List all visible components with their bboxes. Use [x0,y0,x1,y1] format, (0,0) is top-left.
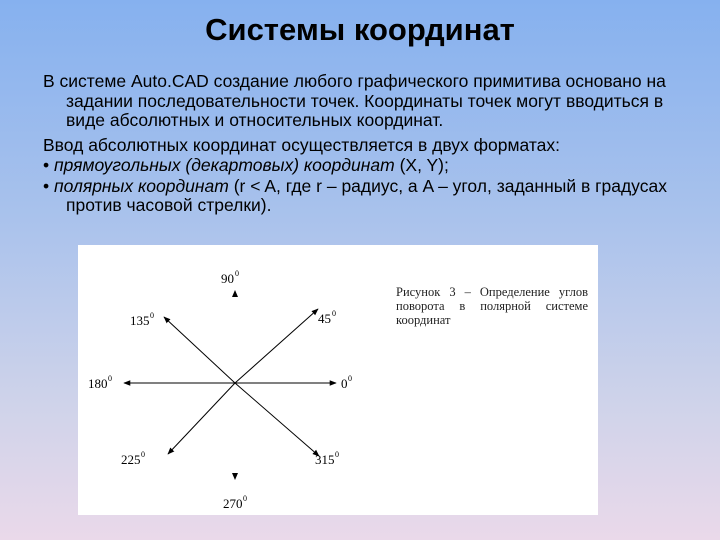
label-90-degree: 0 [235,269,239,278]
label-0: 0 [341,376,348,391]
ray-135 [164,317,235,383]
paragraph-autocad: В системе Auto.CAD создание любого графического примитива основано на задании последовательности точек. Координаты точек могут вводиться в виде абсолютных и относительных координат. [43,71,666,130]
bullet-marker: • [43,175,54,196]
ray-225 [168,383,235,454]
bullet-marker: • [43,155,54,175]
marker-90 [232,290,238,297]
bullet-cartesian [43,156,693,176]
label-90: 90 [221,271,234,286]
label-45: 45 [318,311,331,326]
bullet-term-cartesian: прямоугольных (декартовых) координат [54,155,395,175]
label-315: 315 [315,452,335,467]
bullet-term-polar: полярных координат [54,175,229,196]
label-0-degree: 0 [348,374,352,383]
label-135-degree: 0 [150,311,154,320]
page-title: Системы координат [205,12,515,47]
label-270: 270 [223,496,243,511]
label-270-degree: 0 [243,494,247,503]
label-180: 180 [88,376,108,391]
figure-caption: Рисунок 3 – Определение углов поворота в полярной системе координат [396,285,588,327]
label-135: 135 [130,313,150,328]
label-225-degree: 0 [141,450,145,459]
label-225: 225 [121,452,141,467]
label-315-degree: 0 [335,450,339,459]
ray-315 [235,383,319,456]
label-180-degree: 0 [108,374,112,383]
paragraph-formats: Ввод абсолютных координат осуществляется в двух форматах: [43,134,561,155]
ray-45 [235,309,318,383]
bullet-rest-polar: (r < A, где r – радиус, а A – угол, заданный в градусах против часовой стрелки). [66,175,667,215]
body-text [43,72,693,221]
bullet-rest-cartesian: (X, Y); [394,155,449,175]
polar-angles-figure [78,245,598,515]
label-45-degree: 0 [332,309,336,318]
marker-270 [232,473,238,480]
bullet-polar [43,177,693,216]
